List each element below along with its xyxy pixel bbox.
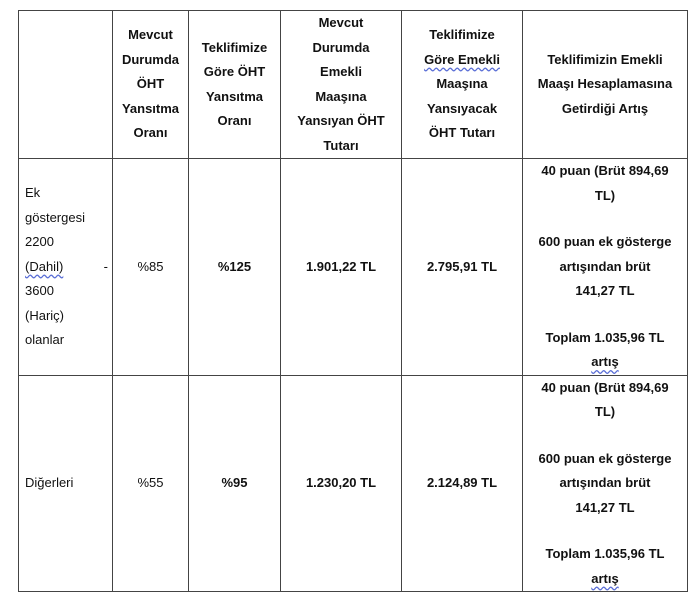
artis-line: artışından brüt: [559, 258, 651, 274]
artis-line: TL): [594, 404, 616, 419]
teklif-tutar-cell: 2.795,91 TL: [402, 159, 523, 376]
header-mevcut-oran: [113, 11, 189, 159]
artis-gap: [527, 520, 683, 542]
header-mevcut-tutar: [281, 11, 402, 159]
header-line: Yansıyacak: [426, 100, 498, 116]
row-label: Diğerleri: [19, 375, 113, 592]
header-line: Yansıtma: [121, 100, 180, 116]
artis-line: 40 puan (Brüt 894,69: [541, 163, 669, 178]
header-line: Oranı: [217, 113, 252, 128]
artis-gap: [527, 425, 683, 447]
pension-table: [18, 10, 688, 592]
artis-line: 40 puan (Brüt 894,69: [541, 379, 669, 395]
artis-line: 600 puan ek gösterge: [538, 234, 672, 249]
artis-cell: [523, 375, 688, 592]
artis-line: artış: [591, 570, 619, 586]
mevcut-oran-cell: %85: [113, 159, 189, 376]
header-row: [19, 11, 688, 159]
header-line: Maaşı Hesaplamasına: [537, 76, 673, 92]
header-line: ÖHT: [136, 76, 165, 92]
header-line: Emekli: [320, 64, 362, 79]
header-artis: [523, 11, 688, 159]
header-line: Mevcut: [128, 27, 173, 43]
header-teklif-oran: [189, 11, 281, 159]
table-row: [19, 159, 688, 376]
teklif-oran-cell: %95: [189, 375, 281, 592]
label-line: [25, 255, 108, 280]
artis-line: 600 puan ek gösterge: [538, 450, 672, 466]
label-line: olanlar: [25, 332, 65, 347]
header-line: Teklifimizin Emekli: [547, 51, 663, 67]
header-line: Mevcut: [318, 15, 364, 30]
label-line: Ek: [25, 185, 41, 200]
header-line: ÖHT Tutarı: [428, 125, 496, 141]
artis-line: TL): [594, 187, 616, 203]
mevcut-tutar-cell: 1.901,22 TL: [281, 159, 402, 376]
header-line: Maaşına: [315, 88, 367, 104]
artis-line: Toplam 1.035,96 TL: [545, 329, 665, 345]
artis-gap: [527, 304, 683, 326]
row-label: [19, 159, 113, 376]
header-line: Tutarı: [323, 137, 359, 153]
label-line: 2200: [25, 234, 54, 249]
label-line: 3600: [25, 283, 54, 298]
header-line: Durumda: [121, 51, 180, 67]
label-line: (Hariç): [25, 307, 64, 323]
header-line: Getirdiği Artış: [561, 100, 649, 116]
table-row: [19, 375, 688, 592]
label-part: -: [103, 258, 108, 274]
header-line: Maaşına: [436, 76, 488, 92]
header-line: Oranı: [133, 125, 168, 141]
artis-line: artışından brüt: [559, 475, 651, 490]
header-line: Yansıtma: [205, 88, 264, 104]
header-line: Teklifimize: [201, 39, 268, 55]
artis-gap: [527, 208, 683, 230]
header-teklif-tutar: [402, 11, 523, 159]
artis-cell: [523, 159, 688, 376]
header-line: Teklifimize: [429, 27, 495, 43]
mevcut-tutar-cell: 1.230,20 TL: [281, 375, 402, 592]
header-empty: [19, 11, 113, 159]
teklif-tutar-cell: 2.124,89 TL: [402, 375, 523, 592]
artis-line: 141,27 TL: [575, 283, 635, 298]
header-line: Göre Emekli: [424, 51, 500, 67]
artis-line: Toplam 1.035,96 TL: [545, 546, 665, 561]
header-line: Yansıyan ÖHT: [297, 113, 385, 128]
label-part: (Dahil): [25, 258, 64, 274]
teklif-oran-cell: %125: [189, 159, 281, 376]
label-line: göstergesi: [25, 209, 85, 225]
mevcut-oran-cell: %55: [113, 375, 189, 592]
header-line: Göre ÖHT: [203, 64, 266, 79]
artis-line: artış: [591, 354, 619, 369]
artis-line: 141,27 TL: [575, 499, 635, 515]
header-line: Durumda: [312, 39, 370, 55]
